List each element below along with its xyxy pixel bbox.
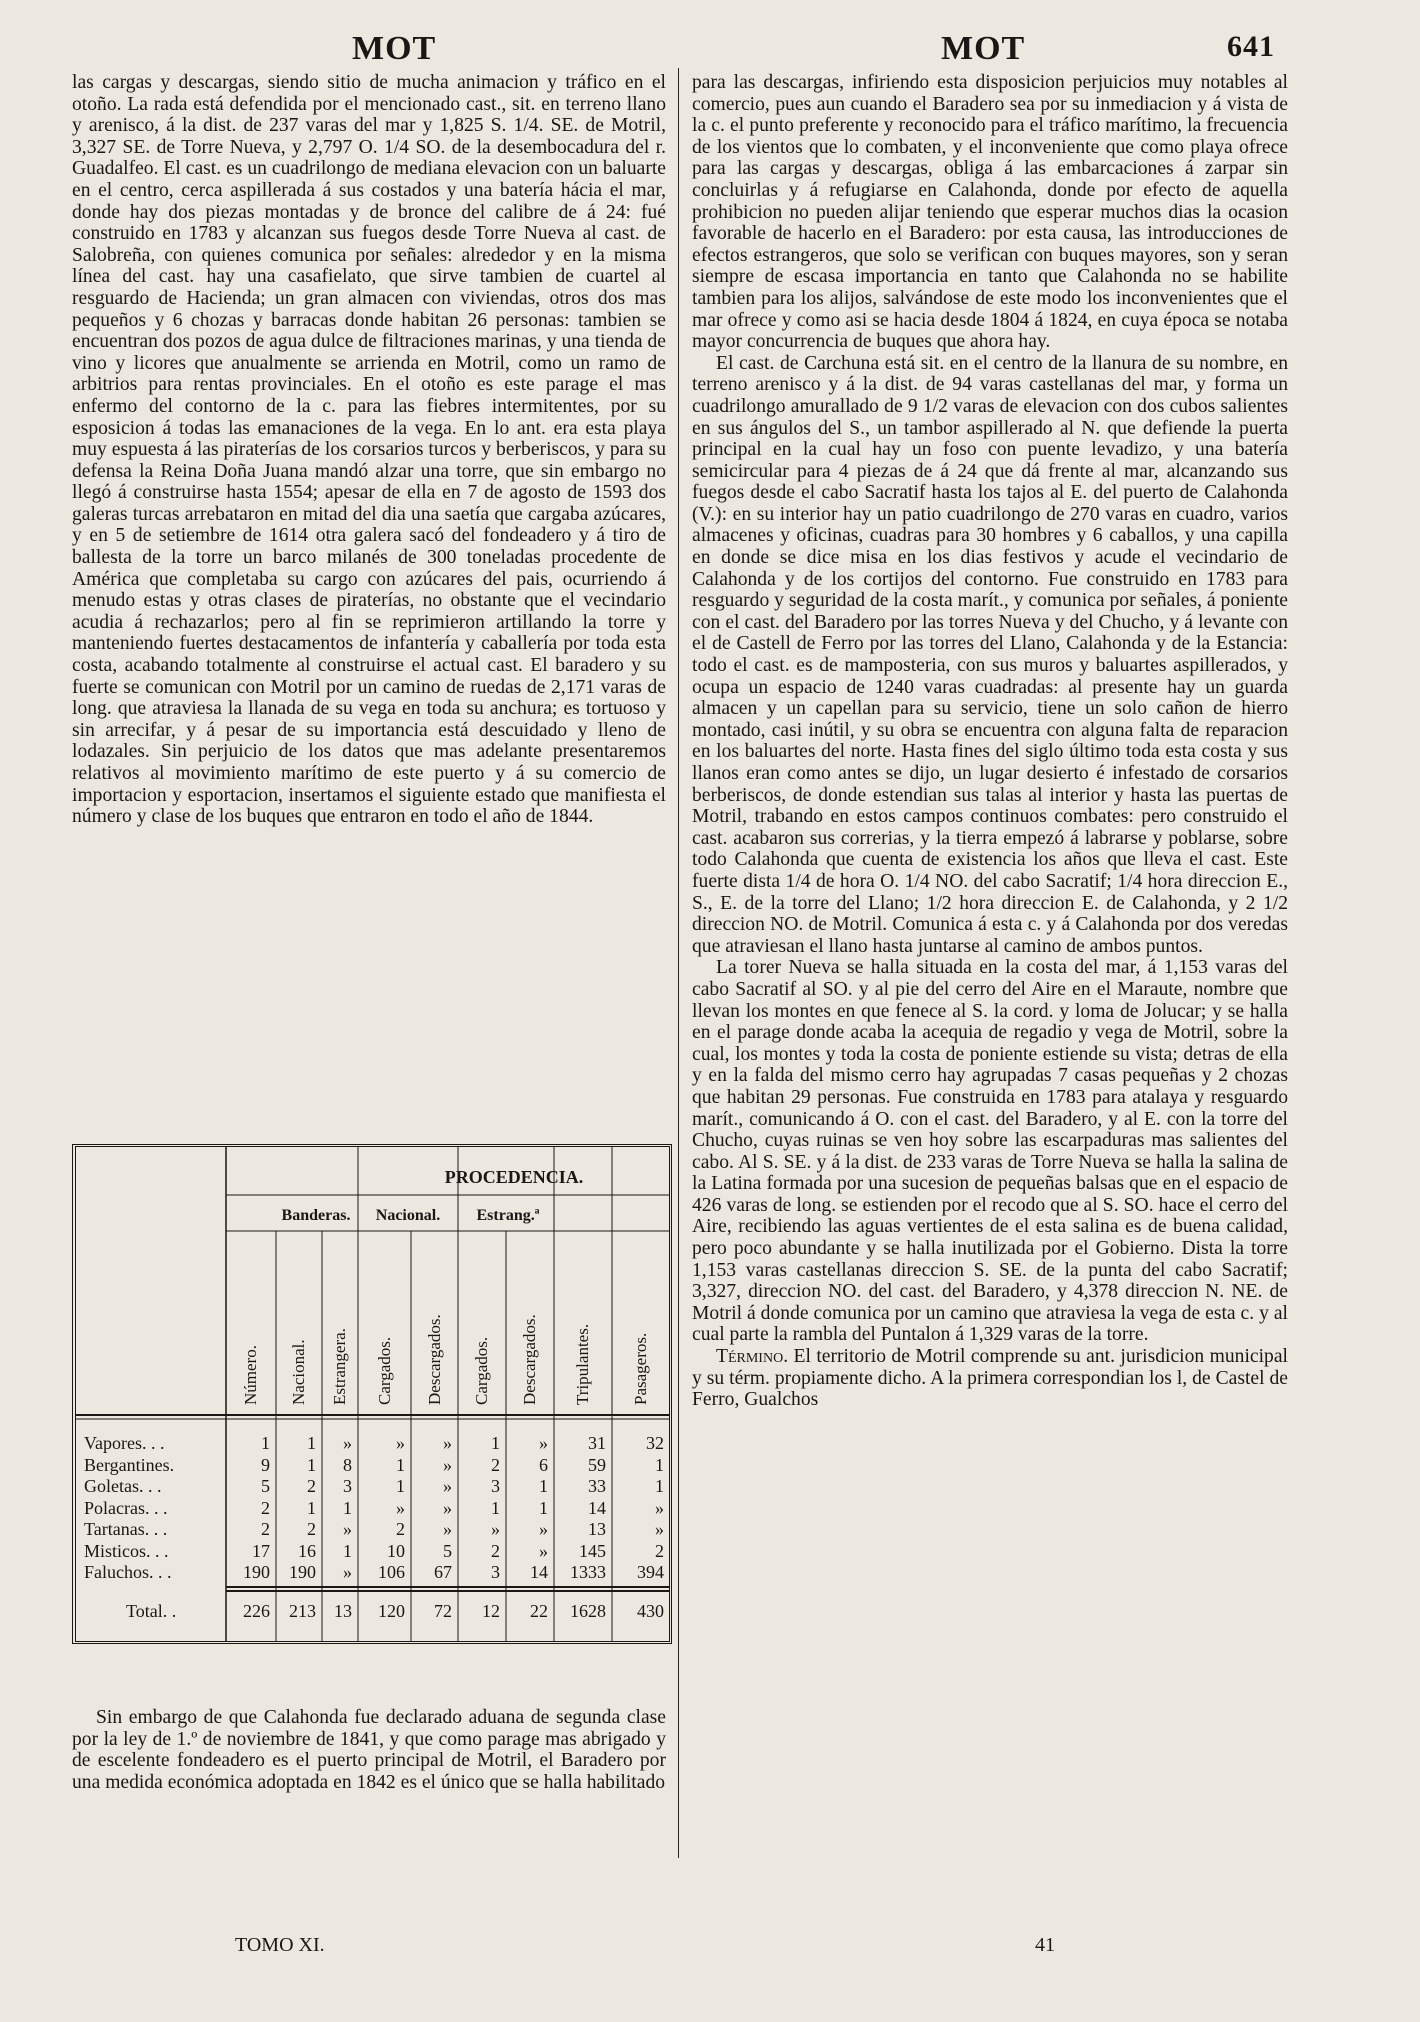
table-cell: 1: [261, 1433, 270, 1453]
column-header-6: Descargados.: [520, 1314, 539, 1405]
column-rule: [678, 68, 679, 1858]
table-cell: 2: [491, 1540, 500, 1561]
table-cell: 5: [261, 1476, 270, 1496]
table-cell: 190: [289, 1562, 316, 1582]
table-cell: »: [396, 1433, 405, 1453]
table-cell: 1: [396, 1454, 405, 1475]
table-cell: »: [443, 1433, 452, 1453]
table-cell: 9: [261, 1454, 270, 1475]
column-header-0: Número.: [241, 1345, 260, 1405]
table-cell: »: [443, 1454, 452, 1475]
table-cell: »: [343, 1519, 352, 1539]
column-header-8: Pasageros.: [631, 1332, 650, 1405]
footer-signature: 41: [1035, 1934, 1055, 1956]
nacional-group-header: Nacional.: [375, 1207, 441, 1224]
table-cell: »: [396, 1497, 405, 1518]
right-paragraph-termino: [692, 1346, 1288, 1411]
table-cell: 394: [637, 1562, 664, 1582]
table-cell: 8: [343, 1454, 352, 1475]
table-cell: 2: [396, 1519, 405, 1539]
table-cell: 1333: [570, 1562, 606, 1582]
table-cell: »: [655, 1519, 664, 1539]
header-left-word: MOT: [352, 30, 437, 67]
table-cell: 1: [343, 1497, 352, 1518]
left-bottom-paragraph: Sin embargo de que Calahonda fue declarado aduana de segunda clase por la ley de 1.º de noviembre de 1841, y que como parage mas abrigado y de escelente fondeadero es el puerto principal de Motril, el Baradero por una medida económica adoptada en 1842 es el único que se halla habilitado: [72, 1707, 666, 1793]
page-number: 641: [1227, 30, 1275, 63]
table-cell: 1: [396, 1476, 405, 1496]
table-cell: 5: [443, 1540, 452, 1561]
table-cell: 13: [334, 1601, 352, 1621]
termino-lead: Término.: [716, 1346, 789, 1368]
table-cell: 3: [343, 1476, 352, 1496]
right-paragraph-1: para las descargas, infiriendo esta disposicion perjuicios muy notables al comercio, pues aun cuando el Baradero sea por su inmediacion y á vista de la c. el punto preferente y reconocido para el tráfico marítimo, la frecuencia de los vientos que lo combaten, y el inconveniente que como playa ofrece para las cargas y descargas, obliga á las embarcaciones á zarpar sin concluirlas y á refugiarse en Calahonda, donde por efecto de aquella prohibicion no pueden alijar teniendo que esperar muchos dias la ocasion favorable de hacerlo en el Baradero: por esta causa, las introducciones de efectos estrangeros, que solo se verifican con buques mayores, son y seran siempre de escasa importancia en tanto que Calahonda no se habilite tambien para los alijos, salvándose de este modo los inconvenientes que el mar ofrece y como asi se hacia desde 1804 á 1824, en cuya época se notaba mayor concurrencia de buques que ahora hay.: [692, 72, 1288, 353]
column-header-2: Estrangera.: [330, 1328, 349, 1405]
total-label: Total. .: [126, 1601, 177, 1621]
table-cell: 59: [588, 1454, 606, 1475]
table-cell: 213: [289, 1601, 316, 1621]
table-cell: »: [343, 1433, 352, 1453]
table-cell: 2: [655, 1540, 664, 1561]
footer-tome: TOMO XI.: [235, 1934, 325, 1956]
table-cell: 72: [434, 1601, 452, 1621]
row-label: Faluchos. . .: [84, 1562, 172, 1582]
table-cell: 106: [378, 1562, 405, 1582]
table-cell: 1: [491, 1497, 500, 1518]
table-cell: »: [443, 1519, 452, 1539]
table-cell: »: [539, 1540, 548, 1561]
left-column-bottom: [72, 1707, 666, 1793]
table-cell: 2: [307, 1476, 316, 1496]
table-cell: 67: [434, 1562, 452, 1582]
table-cell: 145: [579, 1540, 606, 1561]
column-header-7: Tripulantes.: [573, 1323, 592, 1405]
table-cell: 32: [646, 1433, 664, 1453]
table-cell: 190: [243, 1562, 270, 1582]
table-cell: 2: [307, 1519, 316, 1539]
table-cell: »: [443, 1497, 452, 1518]
table-cell: 2: [491, 1454, 500, 1475]
row-label: Goletas. . .: [84, 1476, 162, 1496]
table-cell: 430: [637, 1601, 664, 1621]
table-cell: 1: [307, 1433, 316, 1453]
table-cell: »: [539, 1519, 548, 1539]
table-cell: 226: [243, 1601, 270, 1621]
column-header-5: Cargados.: [472, 1336, 491, 1405]
table-cell: 14: [530, 1562, 548, 1582]
table-cell: 14: [588, 1497, 606, 1518]
row-label: Misticos. . .: [84, 1540, 169, 1561]
table-cell: 16: [298, 1540, 316, 1561]
table-cell: 120: [378, 1601, 405, 1621]
table-cell: 13: [588, 1519, 606, 1539]
row-label: Bergantines.: [84, 1454, 175, 1475]
left-paragraph-1: las cargas y descargas, siendo sitio de mucha animacion y tráfico en el otoño. La rada está defendida por el mencionado cast., sit. en terreno llano y arenisco, á la dist. de 237 varas del mar y 1,825 S. 1/4. SE. de Motril, 3,327 SE. de Torre Nueva, y 2,797 O. 1/4 SO. de la desembocadura del r. Guadalfeo. El cast. es un cuadrilongo de mediana elevacion con un baluarte en el centro, cerca aspillerada á sus costados y una batería hácia el mar, donde hay dos piezas montadas y de bronce del calibre de á 24: fué construido en 1783 y alcanzan sus fuegos desde Torre Nueva al cast. de Salobreña, con quienes comunica por señales: alrededor y en la misma línea del cast. hay una casafielato, que sirve tambien de cuartel al resguardo de Hacienda; un gran almacen con viviendas, otros dos mas pequeños y 6 chozas y barracas donde habitan 26 personas: tambien se encuentran dos pozos de agua dulce de filtraciones marinas, y una tienda de vino y licores que anualmente se arrienda en Motril, como un ramo de arbitrios para rentas provinciales. En el otoño es este parage el mas enfermo del contorno de la c. para las fiebres intermitentes, por su esposicion á todas las emanaciones de la vega. En lo ant. era esta playa muy espuesta á las piraterías de los corsarios turcos y berberiscos, y para su defensa la Reina Doña Juana mandó alzar una torre, que sin embargo no llegó á construirse hasta 1554; apesar de ella en 7 de agosto de 1593 dos galeras turcas arrebataron en mitad del dia una saetía que cargaba azúcares, y en 5 de setiembre de 1614 otra galera sacó del fondeadero y á tiro de ballesta de la torre un barco milanés de 300 toneladas procedente de América que completaba su cargo con azúcares del pais, ocurriendo á menudo estas y otras clases de piraterías, no obstante que el vecindario acudia á rechazarlos; pero al fin se reprimieron artillando la torre y manteniendo fuertes destacamentos de infantería y caballería por toda esta costa, acabando totalmente al construirse el actual cast. El baradero y su fuerte se comunican con Motril por un camino de ruedas de 2,171 varas de long. que atraviesa la llanada de su vega en toda su anchura; es tortuoso y sin arrecifar, y á pesar de su importancia está descuidado y lleno de lodazales. Sin perjuicio de los datos que mas adelante presentaremos relativos al movimiento marítimo de este puerto y á su comercio de importacion y esportacion, insertamos el siguiente estado que manifiesta el número y clase de los buques que entraron en todo el año de 1844.: [72, 72, 666, 828]
table-cell: »: [655, 1497, 664, 1518]
estrangera-group-header: Estrang.ª: [476, 1207, 540, 1224]
table-cell: 1: [307, 1497, 316, 1518]
table-cell: 1: [655, 1454, 664, 1475]
row-label: Tartanas. . .: [84, 1519, 168, 1539]
table-cell: 1: [655, 1476, 664, 1496]
header-right-word: MOT: [941, 30, 1026, 67]
procedencia-header: PROCEDENCIA.: [444, 1167, 584, 1187]
table-cell: 1: [491, 1433, 500, 1453]
row-label: Polacras. . .: [84, 1497, 168, 1518]
table-cell: »: [491, 1519, 500, 1539]
banderas-header: Banderas.: [281, 1207, 351, 1224]
column-header-3: Cargados.: [374, 1336, 394, 1405]
table-cell: 1: [539, 1476, 548, 1496]
table-cell: »: [539, 1433, 548, 1453]
right-column: [692, 72, 1288, 1411]
table-cell: 1: [343, 1540, 352, 1561]
right-paragraph-3: La torer Nueva se halla situada en la costa del mar, á 1,153 varas del cabo Sacratif al SO. y al pie del cerro del Aire en el Maraute, nombre que llevan los montes en que fenece al S. la cord. y loma de Jolucar; y se halla en el parage donde acaba la acequia de regadio y vega de Motril, sobre la cual, los montes y toda la costa de poniente estiende su vista; detras de ella y en la falda del mismo cerro hay agrupadas 7 casas pequeñas y 2 chozas que habitan 29 personas. Fue construida en 1783 para atalaya y resguardo marít., comunicando á O. con el cast. del Baradero, y al E. con la torre del Chucho, cuyas ruinas se ven hoy sobre las escarpaduras mas salientes del cabo. Al S. SE. y á la dist. de 233 varas de Torre Nueva se halla la salina de la Latina formada por una sucesion de pequeñas balsas que en el espacio de 426 varas de long. se estienden por el recodo que al S. SO. hace el cerro del Aire, recibiendo las aguas vertientes de el esta salina es de buena calidad, pero poco abundante y se halla inutilizada por el Gobierno. Dista la torre 1,153 varas castellanas direccion S. SE. de la punta del cabo Sacratif; 3,327, direccion NO. del cast. del Baradero, y 4,378 direccion N. NE. de Motril á donde comunica por un camino que atraviesa la vega de esta c. y al cual parte la rambla del Puntalon á 1,329 varas de la torre.: [692, 957, 1288, 1346]
left-column: [72, 72, 666, 828]
table-cell: 31: [588, 1433, 606, 1453]
table-cell: 2: [261, 1497, 270, 1518]
table-cell: 1: [307, 1454, 316, 1475]
table-cell: 10: [387, 1540, 405, 1561]
table-cell: »: [343, 1562, 352, 1582]
table-cell: 12: [482, 1601, 500, 1621]
table-cell: 22: [530, 1601, 548, 1621]
table-cell: »: [443, 1476, 452, 1496]
table-cell: 2: [261, 1519, 270, 1539]
table-cell: 6: [539, 1454, 548, 1475]
right-paragraph-2: El cast. de Carchuna está sit. en el centro de la llanura de su nombre, en terreno arenisco y á la dist. de 94 varas castellanas del mar, y forma un cuadrilongo amurallado de 9 1/2 varas de elevacion con dos cubos salientes en sus ángulos del S., un tambor aspillerado al N. que defiende la puerta principal en la cual hay un foso con puente levadizo, y una batería semicircular para 4 piezas de á 24 que dá frente al mar, alcanzando sus fuegos desde el cabo Sacratif hasta los tajos al E. del puerto de Calahonda (V.): en su interior hay un patio cuadrilongo de 270 varas en cuadro, varios almacenes y oficinas, cuadras para 30 hombres y 6 caballos, y una capilla en donde se dice misa en los dias festivos y acude el vecindario de Calahonda y de los cortijos del contorno. Fue construido en 1783 para resguardo y seguridad de la costa marít., y comunica por señales, á poniente con el cast. del Baradero por las torres Nueva y del Chucho, y á levante con el de Castell de Ferro por las torres del Llano, Calahonda y de la Estancia: todo el cast. es de mamposteria, con sus muros y baluartes aspillerados, y ocupa un espacio de 1240 varas cuadradas: al presente hay un guarda almacen y un capellan para su servicio, tiene un solo cañon de hierro montado, casi inútil, y su obra se encuentra con alguna falta de reparacion en los baluartes del norte. Hasta fines del siglo último toda esta costa y sus llanos eran como antes se dijo, un lugar desierto é infestado de corsarios berberiscos, de donde estendian sus talas al interior y hasta las puertas de Motril, trabando en estos campos continuos combates: pero construido el cast. acabaron sus correrias, y la tierra empezó á labrarse y poblarse, sobre todo Calahonda que cuenta de existencia los años que lleva el cast. Este fuerte dista 1/4 de hora O. 1/4 NO. del cabo Sacratif; 1/4 hora direccion E., S., E. de la torre del Llano; 1/2 hora direccion E. de Calahonda, y 2 1/2 direccion NO. de Motril. Comunica á esta c. y á Calahonda por dos veredas que atraviesan el llano hasta juntarse al camino de ambos puntos.: [692, 352, 1288, 957]
table-cell: 33: [588, 1476, 606, 1496]
table-cell: 1628: [570, 1601, 606, 1621]
table-cell: 17: [252, 1540, 270, 1561]
row-label: Vapores. . .: [84, 1433, 165, 1453]
column-header-4: Descargados.: [424, 1314, 444, 1405]
termino-text: El territorio de Motril comprende su ant. jurisdicion municipal y su térm. propiamente dicho. A la primera correspondian los l, de Castel de Ferro, Gualchos: [692, 1346, 1288, 1411]
column-header-1: Nacional.: [289, 1339, 308, 1405]
table-cell: 3: [491, 1562, 500, 1582]
table-cell: 1: [539, 1497, 548, 1518]
vessels-table: [72, 1144, 672, 1644]
table-cell: 3: [491, 1476, 500, 1496]
